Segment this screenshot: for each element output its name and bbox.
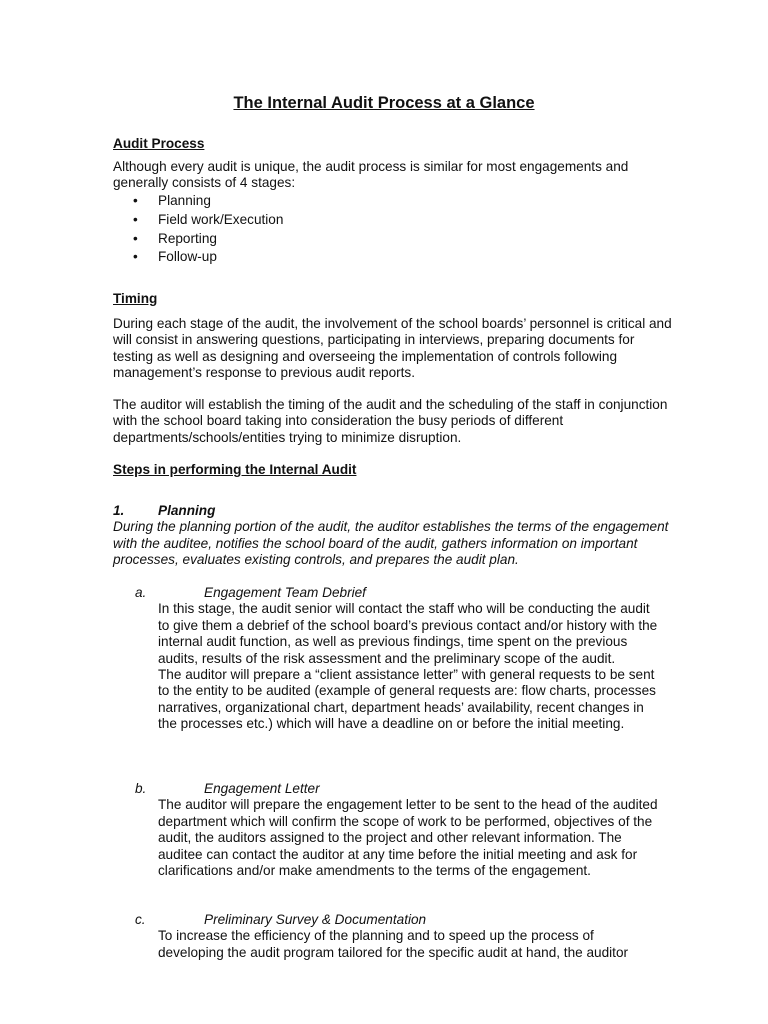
stage-label: Follow-up [158,249,217,265]
stage-label: Reporting [158,230,217,246]
bullet-icon: • [133,249,138,265]
sub-step-a-heading [113,585,673,601]
list-item [113,212,673,228]
sub-step-title: Engagement Letter [204,781,320,796]
stages-list [113,193,673,265]
audit-process-section [113,136,673,152]
sub-step-a-body [158,601,658,732]
sub-step-letter: a. [135,585,147,600]
sub-step-b-body [158,797,658,879]
audit-process-intro-block [113,159,673,266]
steps-section [113,462,673,478]
stage-label: Planning [158,193,211,209]
document-title: The Internal Audit Process at a Glance [233,94,535,112]
timing-para1-block [113,316,673,382]
audit-process-heading: Audit Process [113,136,205,151]
bullet-icon: • [133,230,138,246]
sub-step-c-body [158,928,658,961]
planning-heading [113,503,673,519]
sub-step-c [113,912,673,961]
sub-step-a-paragraph-2: The auditor will prepare a “client assistance letter” with general requests to be sent to the entity to be audited (example of general requests are: flow charts, processes narratives, organizational chart, department heads’ availability, recent changes in the processes etc.) which will have a deadline on or before the initial meeting. [158,667,656,732]
steps-heading: Steps in performing the Internal Audit [113,462,357,477]
timing-section [113,291,673,307]
sub-step-letter: c. [135,912,146,927]
sub-step-letter: b. [135,781,147,796]
timing-paragraph-2: The auditor will establish the timing of the audit and the scheduling of the staff in conjunction with the school board taking into consideration the busy periods of different departments/schools/entities trying to minimize disruption. [113,397,668,445]
sub-step-b-heading [113,781,673,797]
sub-step-title: Preliminary Survey & Documentation [204,912,427,927]
bullet-icon: • [133,193,138,209]
sub-step-b-paragraph: The auditor will prepare the engagement letter to be sent to the head of the audited department which will confirm the scope of work to be performed, objectives of the audit, the auditors assigned to the project and other relevant information. The auditee can contact the auditor at any time before the initial meeting and ask for clarifications and/or make amendments to the terms of the engagement. [158,797,658,879]
list-item [113,193,673,209]
list-item [113,249,673,265]
sub-step-a [113,585,673,733]
bullet-icon: • [133,212,138,227]
sub-step-title: Engagement Team Debrief [204,585,366,600]
timing-heading: Timing [113,291,158,306]
audit-process-intro: Although every audit is unique, the audit process is similar for most engagements and generally consists of 4 stages: [113,159,629,191]
sub-step-c-heading [113,912,673,928]
step-number: 1. [113,503,125,518]
sub-step-b [113,781,673,879]
sub-step-c-paragraph: To increase the efficiency of the planning and to speed up the process of developing the audit program tailored for the specific audit at hand, the auditor [158,928,629,960]
list-item [113,231,673,247]
planning-description: During the planning portion of the audit, the auditor establishes the terms of the engagement with the auditee, notifies the school board of the audit, gathers information on important processes, evaluates existing controls, and prepares the audit plan. [113,519,669,568]
planning-block [113,503,673,569]
timing-paragraph-1: During each stage of the audit, the involvement of the school boards’ personnel is critical and will consist in answering questions, participating in interviews, preparing documents for testing as well as designing and overseeing the implementation of controls following management’s response to previous audit reports. [113,316,672,381]
timing-para2-block [113,397,673,446]
stage-label: Field work/Execution [158,212,284,227]
sub-step-a-paragraph-1: In this stage, the audit senior will contact the staff who will be conducting the audit to give them a debrief of the school board’s previous contact and/or history with the internal audit function, as well as previous findings, time spent on the previous audits, results of the risk assessment and the preliminary scope of the audit. [158,601,658,666]
step-label: Planning [158,503,216,518]
